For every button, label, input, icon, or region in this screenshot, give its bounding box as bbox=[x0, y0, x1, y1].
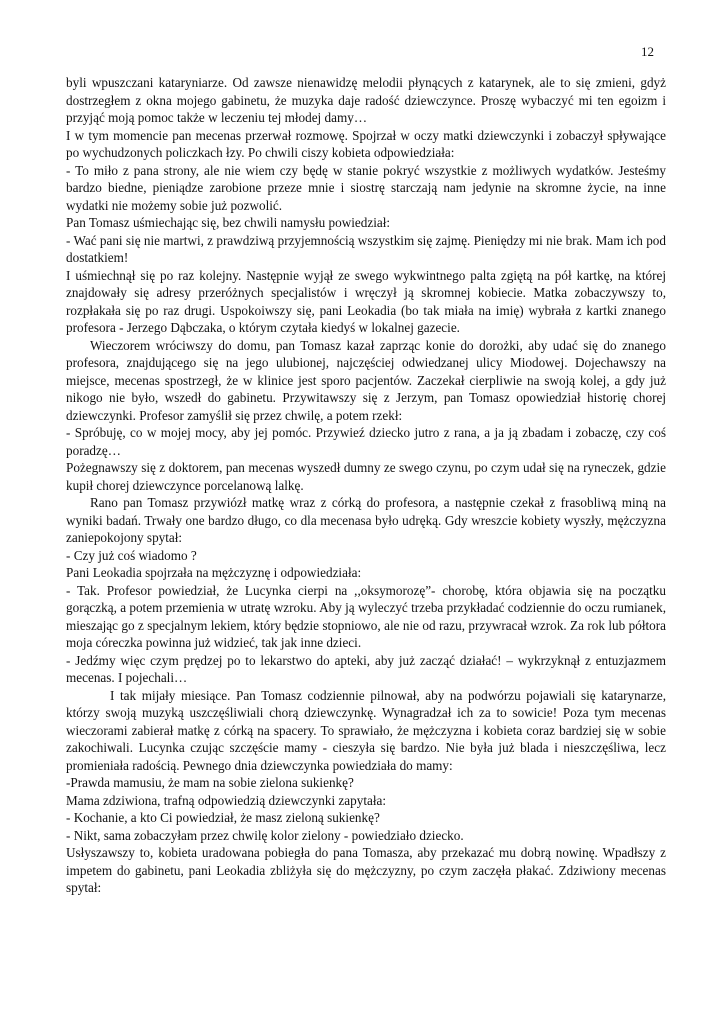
paragraph: -Prawda mamusiu, że mam na sobie zielona sukienkę? bbox=[66, 775, 354, 790]
paragraph: Pożegnawszy się z doktorem, pan mecenas wyszedł dumny ze swego czynu, po czym udał się na ryneczek, gdzie kupił chorej dziewczynce porcelanową lalkę. bbox=[66, 460, 666, 493]
paragraph: - Nikt, sama zobaczyłam przez chwilę kolor zielony - powiedziało dziecko. bbox=[66, 827, 464, 843]
paragraph: I w tym momencie pan mecenas przerwał rozmowę. Spojrzał w oczy matki dziewczynki i zobaczył spływające po wychudzonych policzkach łzy. Po chwili ciszy kobieta odpowiedziała: bbox=[66, 127, 666, 160]
paragraph: byli wpuszczani kataryniarze. Od zawsze nienawidzę melodii płynących z katarynek, ale to się zmieni, gdyż dostrzegłem z okna mojego gabinetu, że muzyka daje radość dziewczynce. Proszę wybaczyć mi ten egoizm i przyjąć moją pomoc także w leczeniu tej młodej damy… bbox=[66, 75, 666, 125]
paragraph: - Spróbuję, co w mojej mocy, aby jej pomóc. Przywieź dziecko jutro z rana, a ja ją zbadam i zobaczę, czy coś poradzę… bbox=[66, 425, 666, 458]
paragraph: - Jedźmy więc czym prędzej po to lekarstwo do apteki, aby już zacząć działać! – wykrzyknął z entuzjazmem mecenas. I pojechali… bbox=[66, 652, 666, 685]
paragraph: Mama zdziwiona, trafną odpowiedzią dziewczynki zapytała: bbox=[66, 792, 387, 808]
paragraph: - Czy już coś wiadomo ? bbox=[66, 547, 197, 563]
paragraph: - Wać pani się nie martwi, z prawdziwą przyjemnością wszystkim się zajmę. Pieniędzy mi nie brak. Mam ich pod dostatkiem! bbox=[66, 232, 666, 265]
paragraph: Usłyszawszy to, kobieta uradowana pobiegła do pana Tomasza, aby przekazać mu dobrą nowinę. Wpadłszy z impetem do gabinetu, pani Leokadia zbliżyła się do mężczyzny, po czym zaczęła płakać. Zdziwiony mecenas spytał: bbox=[66, 845, 666, 895]
paragraph: - Kochanie, a kto Ci powiedział, że masz zieloną sukienkę? bbox=[66, 810, 380, 825]
paragraph: - To miło z pana strony, ale nie wiem czy będę w stanie pokryć wszystkie z możliwych wydatków. Jesteśmy bardzo biedne, pieniądze zarobione przeze mnie i siostrę starczają nam jedynie na skromne życie, na inne wydatki nie możemy sobie już pozwolić. bbox=[66, 162, 666, 213]
paragraph: Rano pan Tomasz przywiózł matkę wraz z córką do profesora, a następnie czekał z frasobliwą miną na wyniki badań. Trwały one bardzo długo, co dla mecenasa było udręką. Gdy wreszcie kobiety wyszły, mężczyzna zaniepokojony spytał: bbox=[66, 495, 666, 545]
paragraph: Wieczorem wróciwszy do domu, pan Tomasz kazał zaprząc konie do dorożki, aby udać się do znanego profesora, znajdującego się na jego ulubionej, najczęściej odwiedzanej ulicy Miodowej. Dojechawszy na miejsce, mecenas spostrzegł, że w klinice jest sporo pacjentów. Zaczekał cierpliwie na swoją kolej, a gdy już nikogo nie było, wszedł do gabinetu. Przywitawszy się z Jerzym, pan Tomasz opowiedział historię chorej dziewczynki. Profesor zamyślił się przez chwilę, a potem rzekł: bbox=[66, 337, 666, 423]
paragraph: I uśmiechnął się po raz kolejny. Następnie wyjął ze swego wykwintnego palta zgiętą na pół kartkę, na której znajdowały się adresy przeróżnych specjalistów i wręczył ją skromnej kobiecie. Matka zobaczywszy to, rozpłakała się po raz drugi. Uspokoiwszy się, pani Leokadia (bo tak miała na imię) wybrała z kartki znanego profesora - Jerzego Dąbczaka, o którym czytała kiedyś w lokalnej gazecie. bbox=[66, 267, 666, 335]
paragraph: - Tak. Profesor powiedział, że Lucynka cierpi na ,,oksymorozę”- chorobę, która objawia się na początku gorączką, a potem przemienia w utratę wzroku. Aby ją wyleczyć trzeba przykładać codziennie do oczu rumianek, mieszając go z specjalnym lekiem, który będzie stopniowo, ale nie od razu, przywracał wzrok. Za rok lub półtora moja córeczka powinna już widzieć, tak jak inne dzieci. bbox=[66, 582, 666, 650]
paragraph: Pan Tomasz uśmiechając się, bez chwili namysłu powiedział: bbox=[66, 215, 391, 230]
text-body bbox=[66, 74, 666, 897]
page-number: 12 bbox=[641, 44, 654, 59]
paragraph: Pani Leokadia spojrzała na mężczyznę i odpowiedziała: bbox=[66, 565, 362, 580]
paragraph: I tak mijały miesiące. Pan Tomasz codziennie pilnował, aby na podwórzu pojawiali się katarynarze, którzy swoją muzyką uszczęśliwiali chorą dziewczynkę. Wynagradzał ich za to sowicie! Poza tym mecenas wieczorami zabierał matkę z córką na spacery. To sprawiało, że mężczyzna i kobieta coraz bardziej się w sobie zakochiwali. Lucynka czując szczęście mamy - cieszyła się bardzo. Nie była już blada i nieszczęśliwa, lecz promieniała radością. Pewnego dnia dziewczynka powiedziała do mamy: bbox=[66, 687, 666, 773]
